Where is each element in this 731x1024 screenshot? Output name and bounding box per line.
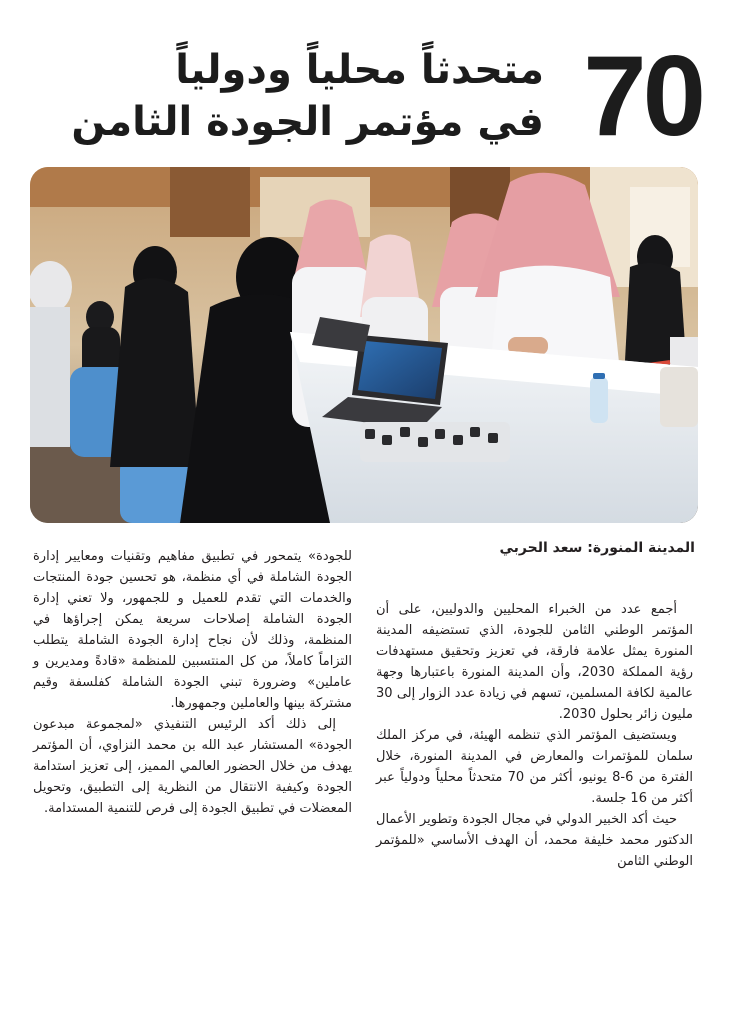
conference-photo (30, 167, 698, 523)
article-paragraph: إلى ذلك أكد الرئيس التنفيذي «لمجموعة مبدعون الجودة» المستشار عبد الله بن محمد النزاوي، أن المؤتمر يهدف من خلال الحضور العالمي المميز، إلى تعزيز استدامة الجودة وكيفية الانتقال من النظرية إلى التطبيق، وتحويل المعضلات في تطبيق الجودة إلى فرص للتنمية المستدامة. (33, 717, 352, 816)
article-paragraph: أجمع عدد من الخبراء المحليين والدوليين، على أن المؤتمر الوطني الثامن للجودة، الذي تستضيفه المدينة المنورة يمثل علامة فارقة، في تعزيز وتحقيق مستهدفات رؤية المملكة 2030، وأن المدينة المنورة باعتبارها وجهة عالمية لكافة المسلمين، تسهم في زيادة عدد الزوار إلى 30 مليون زائر بحلول 2030. (376, 602, 694, 722)
article-column-left (33, 546, 352, 819)
article-column-right (376, 599, 693, 872)
byline: المدينة المنورة: سعد الحربي (499, 540, 695, 556)
article-paragraph: حيث أكد الخبير الدولي في مجال الجودة وتطوير الأعمال الدكتور محمد خليفة محمد، أن الهدف الأساسي «للمؤتمر الوطني الثامن (376, 812, 693, 869)
headline-text (71, 44, 544, 148)
article-paragraph: ويستضيف المؤتمر الذي تنظمه الهيئة، في مركز الملك سلمان للمؤتمرات والمعارض في المدينة المنورة، خلال الفترة من 6-8 يونيو، أكثر من 70 متحدثاً محلياً ودولياً عبر أكثر من 16 جلسة. (376, 728, 693, 806)
headline-line-2: في مؤتمر الجودة الثامن (71, 99, 544, 145)
headline (30, 33, 702, 160)
headline-line-1: متحدثاً محلياً ودولياً (175, 47, 544, 93)
article-paragraph: للجودة» يتمحور في تطبيق مفاهيم وتقنيات ومعايير إدارة الجودة الشاملة في أي منظمة، هو تحسين جودة المنتجات والخدمات التي تقدم للعميل و للجمهور، ولا تعني إدارة الجودة الشاملة إصلاحات سريعة يمكن إجراؤها في المنظمة، وذلك لأن نجاح إدارة الجودة الشاملة يتطلب التزاماً كاملاً، من كل المنتسبين للمنظمة «قادةً ومديرين و عاملين» وضرورة تبني الجودة الشاملة كفلسفة وقيم مشتركة بينها والعاملين وجمهورها. (33, 549, 352, 711)
headline-number: 70 (583, 33, 702, 160)
